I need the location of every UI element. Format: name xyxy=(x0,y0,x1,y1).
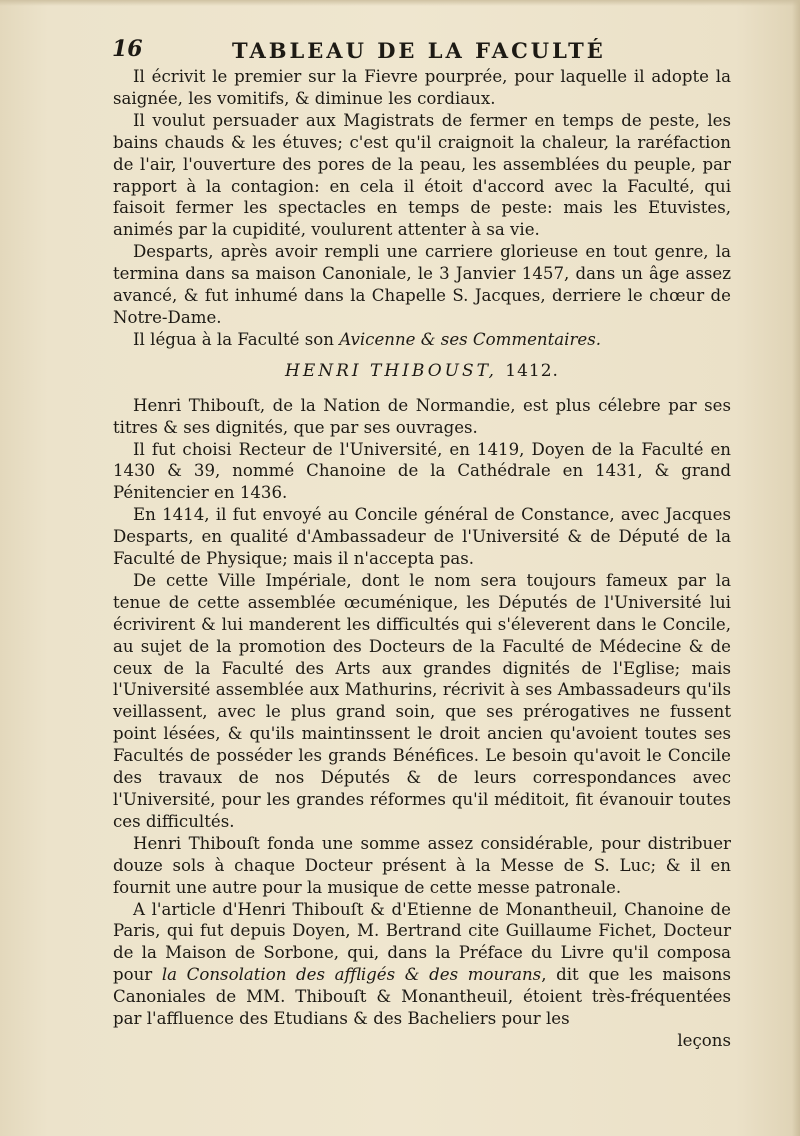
paragraph-10-text-a: A l'article d'Henri Thibouſt & d'Etienne de Monantheuil, Chanoine de Paris, qui fut depuis Doyen, M. Bertrand cite Guillaume Fichet, Docteur de la Maison de Sorbone, qui, dans la Préface du Livre qu'il composa pour xyxy=(113,899,731,985)
page-top-shadow xyxy=(0,0,800,6)
text-block xyxy=(113,66,731,1052)
paragraph-9: Henri Thibouſt fonda une somme assez considérable, pour distribuer douze sols à chaque Docteur présent à la Messe de S. Luc; & il en fournit une autre pour la musique de cette messe patronale. xyxy=(113,833,731,897)
section-heading-name: HENRI THIBOUST, xyxy=(285,360,497,381)
paragraph-10 xyxy=(113,899,731,1030)
section-heading-year: 1412. xyxy=(505,360,559,381)
paragraph-8: De cette Ville Impériale, dont le nom sera toujours fameux par la tenue de cette assemblée œcuménique, les Députés de l'Université lui écrivirent & lui manderent les difficultés qui s'éleverent dans le Concile, au sujet de la promotion des Docteurs de la Faculté de Médecine & de ceux de la Faculté des Arts aux grandes dignités de l'Eglise; mais l'Université assemblée aux Mathurins, récrivit à ses Ambassadeurs qu'ils veillassent, avec le plus grand soin, que ses prérogatives ne fussent point lésées, & qu'ils maintinssent le droit ancien qu'avoient toutes ses Facultés de posséder les grands Bénéfices. Le besoin qu'avoit le Concile des travaux de nos Députés & de leurs correspondances avec l'Université, pour les grandes réformes qu'il méditoit, fit évanouir toutes ces difficultés. xyxy=(113,570,731,831)
paragraph-7: En 1414, il fut envoyé au Concile général de Constance, avec Jacques Desparts, en qualité d'Ambassadeur de l'Université & de Député de la Faculté de Physique; mais il n'accepta pas. xyxy=(113,505,731,569)
paragraph-10-text-b: , dit que les maisons Canoniales de MM. Thibouſt & Monantheuil, étoient très-fréquentées par l'affluence des Etudians & des Bacheliers pour les xyxy=(113,965,731,1029)
running-head: TABLEAU DE LA FACULTÉ xyxy=(232,38,606,63)
section-heading xyxy=(113,361,731,383)
paragraph-4-italic: Avicenne & ses Commentaires. xyxy=(339,329,602,349)
paragraph-10-italic: la Consolation des affligés & des mourans xyxy=(161,965,542,985)
catchword: leçons xyxy=(677,1030,731,1050)
page-number: 16 xyxy=(112,36,143,62)
paragraph-4-text: Il légua à la Faculté son xyxy=(133,329,340,349)
paragraph-2: Il voulut persuader aux Magistrats de fermer en temps de peste, les bains chauds & les étuves; c'est qu'il craignoit la chaleur, la raréfaction de l'air, l'ouverture des pores de la peau, les assemblées du peuple, par rapport à la contagion: en cela il étoit d'accord avec la Faculté, qui faisoit fermer les spectacles en temps de peste: mais les Etuvistes, animés par la cupidité, voulurent attenter à sa vie. xyxy=(113,110,731,240)
paragraph-6: Il fut choisi Recteur de l'Université, en 1419, Doyen de la Faculté en 1430 & 39, nommé Chanoine de la Cathédrale en 1431, & grand Pénitencier en 1436. xyxy=(113,439,731,503)
paragraph-4 xyxy=(113,329,731,351)
page-edge-shadow xyxy=(792,0,800,1136)
page-header xyxy=(112,36,732,66)
paragraph-1: Il écrivit le premier sur la Fievre pourprée, pour laquelle il adopte la saignée, les vomitifs, & diminue les cordiaux. xyxy=(113,67,731,108)
paragraph-3: Desparts, après avoir rempli une carriere glorieuse en tout genre, la termina dans sa maison Canoniale, le 3 Janvier 1457, dans un âge assez avancé, & fut inhumé dans la Chapelle S. Jacques, derriere le chœur de Notre-Dame. xyxy=(113,242,731,327)
paragraph-5: Henri Thibouſt, de la Nation de Normandie, est plus célebre par ses titres & ses dignités, que par ses ouvrages. xyxy=(113,395,731,437)
